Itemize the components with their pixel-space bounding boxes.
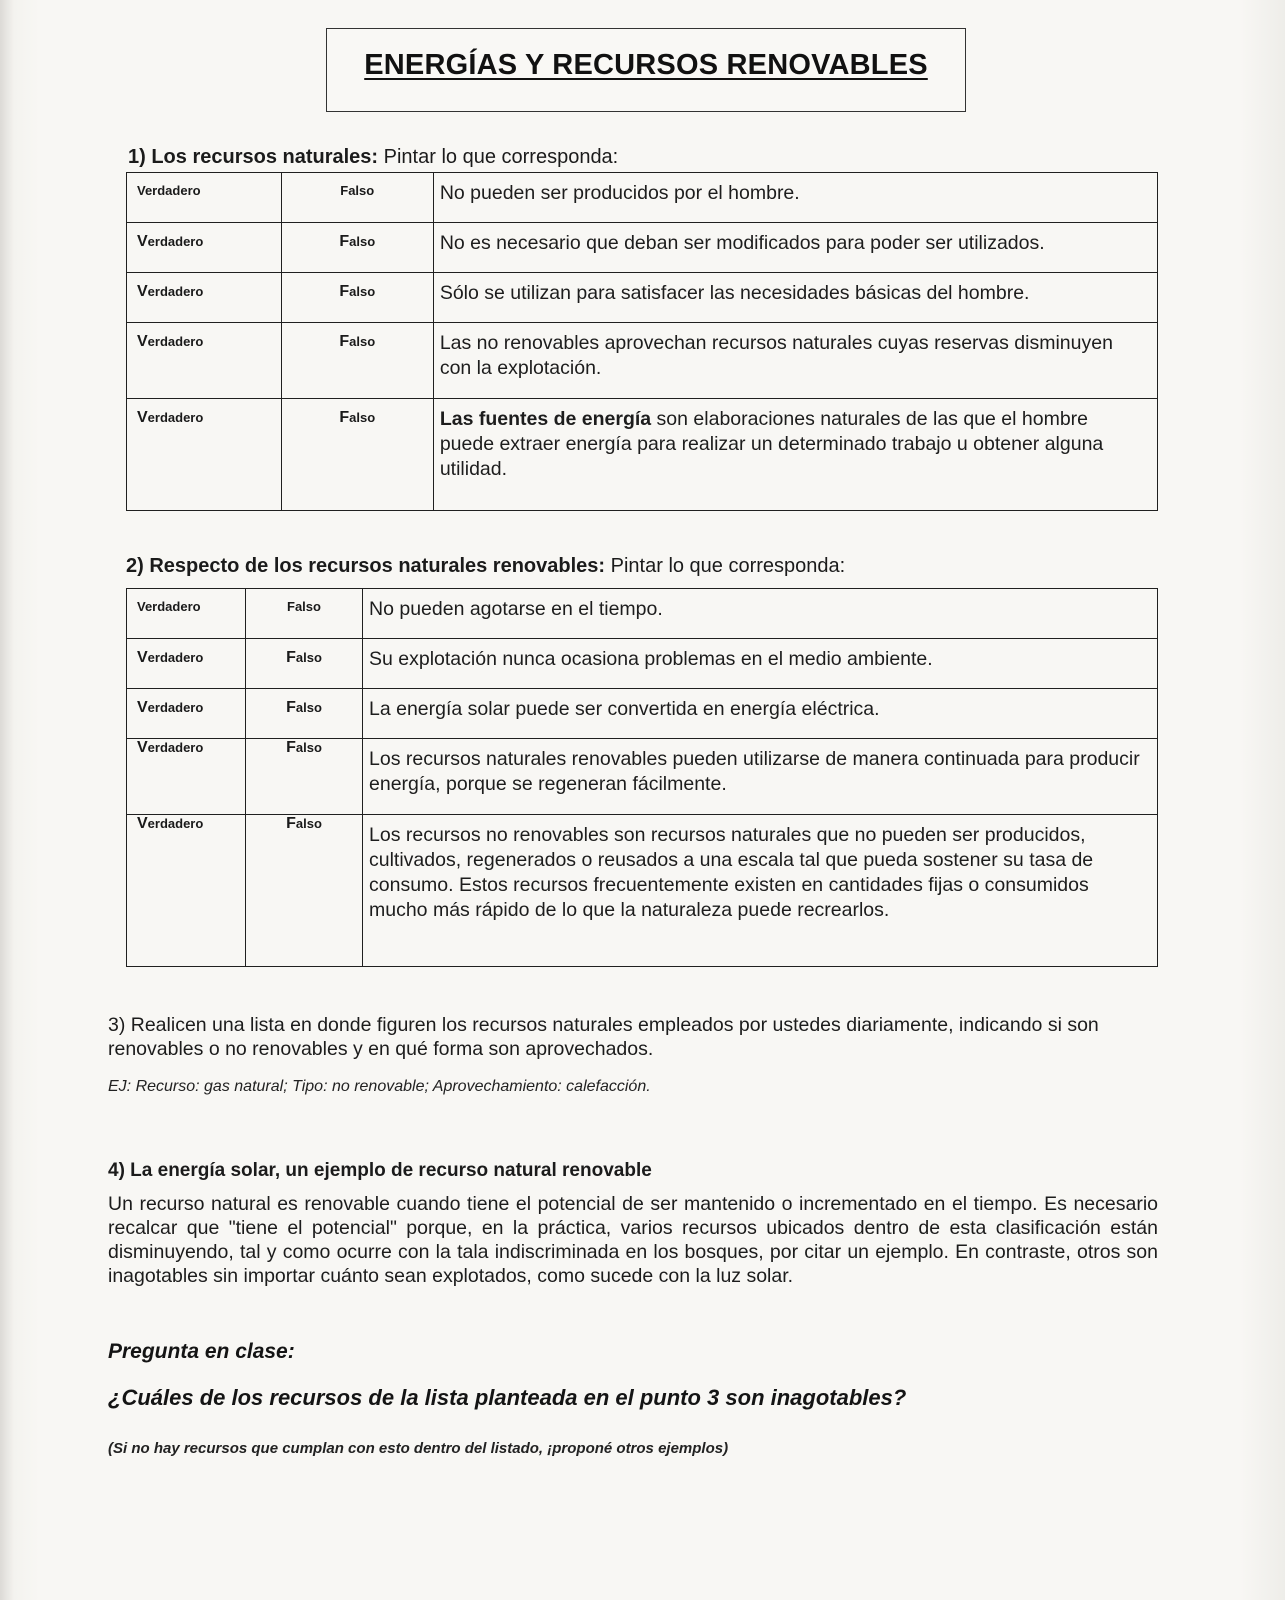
section3-example: EJ: Recurso: gas natural; Tipo: no renovable; Aprovechamiento: calefacción.: [108, 1078, 651, 1095]
table-row: [127, 273, 1158, 323]
true-option[interactable]: Verdadero: [127, 689, 246, 739]
table-row: [127, 639, 1158, 689]
true-option[interactable]: Verdadero: [127, 173, 282, 223]
true-option[interactable]: Verdadero: [127, 639, 246, 689]
statement-text: son elaboraciones naturales de las que el hombre puede extraer energía para realizar un determinado trabajo u obtener alguna utilidad.: [439, 408, 1104, 480]
section2-heading: [126, 555, 845, 578]
question-label: Pregunta en clase:: [108, 1340, 295, 1363]
table-row: [127, 223, 1158, 273]
title-box: [326, 28, 966, 112]
true-option[interactable]: Verdadero: [127, 273, 282, 323]
statement: No pueden agotarse en el tiempo.: [363, 589, 1158, 639]
section1-heading: [128, 146, 618, 169]
false-option[interactable]: Falso: [246, 639, 363, 689]
false-option[interactable]: Falso: [246, 589, 363, 639]
false-option[interactable]: Falso: [246, 739, 363, 815]
false-option[interactable]: Falso: [246, 815, 363, 967]
table-row: [127, 323, 1158, 399]
false-option[interactable]: Falso: [246, 689, 363, 739]
section2-table: [126, 588, 1158, 967]
statement: La energía solar puede ser convertida en energía eléctrica.: [363, 689, 1158, 739]
table-row: [127, 399, 1158, 511]
section1-heading-bold: 1) Los recursos naturales:: [128, 146, 379, 168]
section1-table: [126, 172, 1158, 511]
section2-heading-rest: Pintar lo que corresponda:: [605, 555, 846, 577]
table-row: [127, 815, 1158, 967]
section4-heading: 4) La energía solar, un ejemplo de recurso natural renovable: [108, 1160, 652, 1181]
true-option[interactable]: Verdadero: [127, 739, 246, 815]
true-option[interactable]: Verdadero: [127, 589, 246, 639]
table-row: [127, 689, 1158, 739]
statement: Los recursos naturales renovables pueden utilizarse de manera continuada para producir energía, porque se regeneran fácilmente.: [363, 739, 1158, 815]
true-option[interactable]: Verdadero: [127, 223, 282, 273]
section3-instructions: 3) Realicen una lista en donde figuren los recursos naturales empleados por ustedes diariamente, indicando si son renovables o no renovables y en qué forma son aprovechados.: [108, 1014, 1099, 1060]
true-option[interactable]: Verdadero: [127, 323, 282, 399]
section2-heading-bold: 2) Respecto de los recursos naturales renovables:: [126, 555, 606, 577]
table-row: [127, 173, 1158, 223]
false-option[interactable]: Falso: [281, 273, 433, 323]
true-option[interactable]: Verdadero: [127, 815, 246, 967]
statement: [433, 399, 1157, 511]
statement-text: Las no renovables aprovechan recursos naturales cuyas reservas disminuyen con la explotación.: [439, 332, 1113, 379]
page-title: ENERGÍAS Y RECURSOS RENOVABLES: [364, 49, 928, 81]
statement: Sólo se utilizan para satisfacer las necesidades básicas del hombre.: [433, 273, 1157, 323]
false-option[interactable]: Falso: [281, 399, 433, 511]
statement-bold: Las fuentes de energía: [439, 408, 652, 430]
section4-paragraph: Un recurso natural es renovable cuando tiene el potencial de ser mantenido o incrementado en el tiempo. Es necesario recalcar que "tiene el potencial" porque, en la práctica, varios recursos ubicados dentro de esta clasificación están disminuyendo, tal y como ocurre con la tala indiscriminada en los bosques, por citar un ejemplo. En contraste, otros son inagotables sin importar cuánto sean explotados, como sucede con la luz solar.: [108, 1193, 1158, 1287]
statement: Los recursos no renovables son recursos naturales que no pueden ser producidos, cultivados, regenerados o reusados a una escala tal que pueda sostener su tasa de consumo. Estos recursos frecuentemente existen en cantidades fijas o consumidos mucho más rápido de lo que la naturaleza puede recrearlos.: [363, 815, 1158, 967]
question-note: (Si no hay recursos que cumplan con esto dentro del listado, ¡proponé otros ejemplos): [108, 1440, 729, 1457]
false-option[interactable]: Falso: [281, 173, 433, 223]
false-option[interactable]: Falso: [281, 223, 433, 273]
statement: [433, 323, 1157, 399]
statement: No pueden ser producidos por el hombre.: [433, 173, 1157, 223]
false-option[interactable]: Falso: [281, 323, 433, 399]
table-row: [127, 739, 1158, 815]
question-text: ¿Cuáles de los recursos de la lista planteada en el punto 3 son inagotables?: [108, 1385, 907, 1410]
statement: No es necesario que deban ser modificados para poder ser utilizados.: [433, 223, 1157, 273]
statement: Su explotación nunca ocasiona problemas en el medio ambiente.: [363, 639, 1158, 689]
table-row: [127, 589, 1158, 639]
section1-heading-rest: Pintar lo que corresponda:: [378, 146, 619, 168]
true-option[interactable]: Verdadero: [127, 399, 282, 511]
